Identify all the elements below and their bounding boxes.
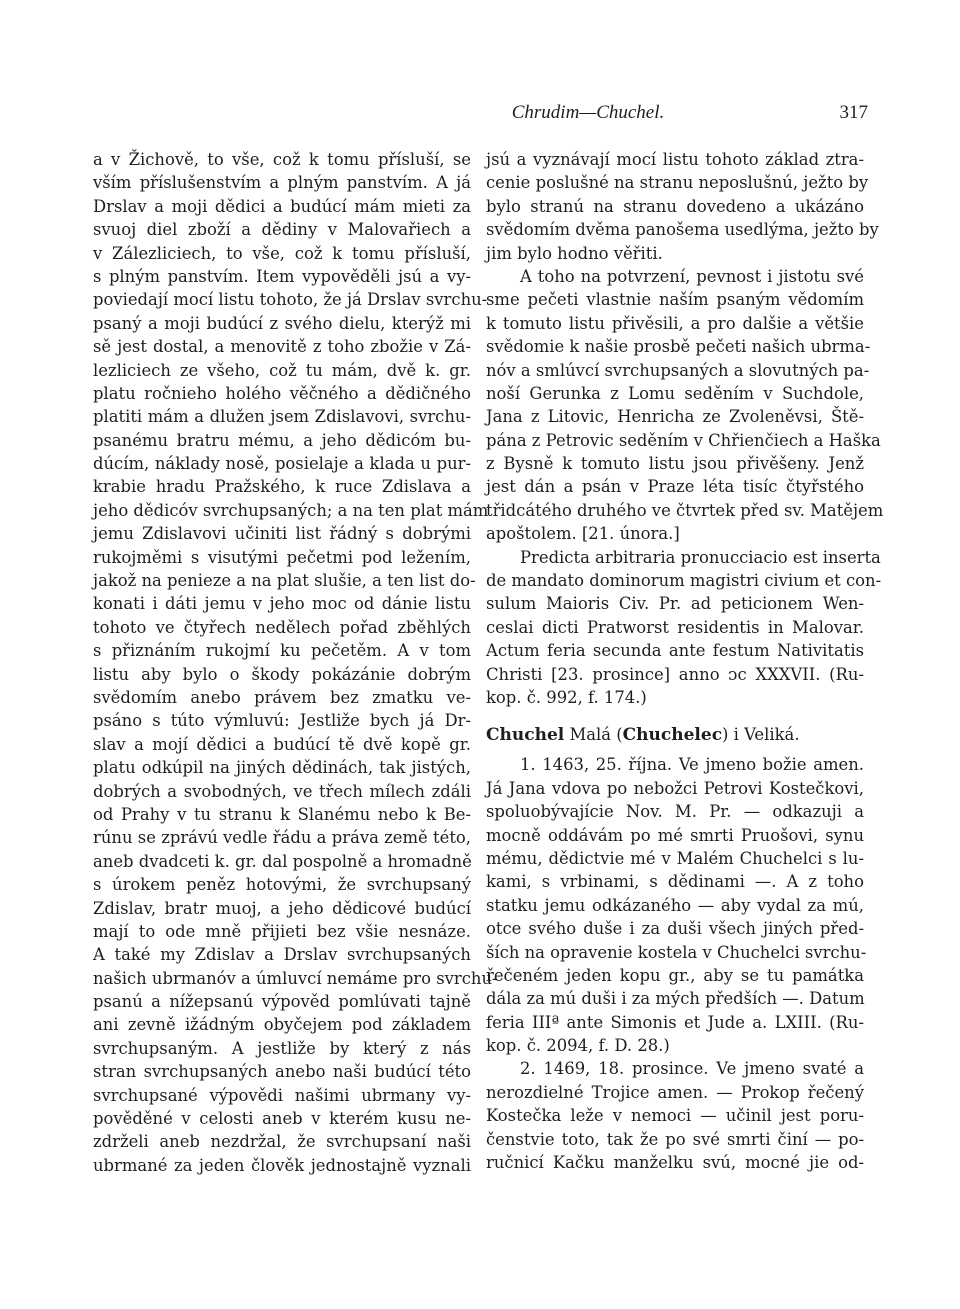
text-line: sme pečeti vlastnie naším psaným vědomím bbox=[486, 290, 864, 310]
text-line: mají to ode mně přijieti bez všie nesnáze. bbox=[93, 921, 471, 941]
text-line: listu aby bylo o škody pokázánie dobrým bbox=[93, 664, 471, 684]
text-line: z Bysně k tomuto listu jsou přivěšeny. Jenž bbox=[486, 454, 864, 474]
text-line: apoštolem. [21. února.] bbox=[486, 524, 680, 544]
text-line: a v Žichově, to vše, což k tomu přísluší, se bbox=[93, 150, 471, 169]
entry-heading-text: Malá ( bbox=[564, 725, 623, 745]
text-line: aneb dvadceti k. gr. dal pospolně a hromadně bbox=[93, 851, 472, 871]
text-line: jsú a vyznávají mocí listu tohoto základ ztra- bbox=[486, 150, 864, 169]
text-line: s přiznáním rukojmí ku pečetěm. A v tom bbox=[93, 641, 471, 661]
text-line: tohoto ve čtyřech nedělech pořad zběhlých bbox=[93, 617, 471, 637]
text-line: ručnicí Kačku manželku svú, mocné jie od- bbox=[486, 1153, 864, 1173]
text-line: statku jemu odkázaného — aby vydal za mú, bbox=[486, 895, 864, 915]
text-line: spoluobývajície Nov. M. Pr. — odkazuji a bbox=[486, 802, 864, 822]
entry-heading-variant: Chuchelec bbox=[622, 725, 723, 746]
text-line: ani zevně ižádným obyčejem pod základem bbox=[93, 1015, 471, 1035]
text-line: slav a mojí dědici a budúcí tě dvě kopě gr. bbox=[93, 734, 471, 754]
text-line: bylo stranú na stranu dovedeno a ukázáno bbox=[486, 196, 864, 216]
text-line: cenie poslušné na stranu neposlušnú, ježto by bbox=[486, 173, 869, 193]
text-line: Drslav a moji dědici a budúcí mám mieti za bbox=[93, 196, 471, 216]
right-column bbox=[486, 148, 884, 1174]
text-line: kop. č. 2094, f. D. 28.) bbox=[486, 1036, 670, 1056]
paragraph-continuation bbox=[486, 148, 879, 265]
text-line: ších na opravenie kostela v Chuchelci svrchu- bbox=[486, 942, 867, 962]
text-line: Christi [23. prosince] anno ᴐc XXXVII. (Ru- bbox=[486, 664, 864, 684]
text-line: rúnu se zprávú vedle řádu a práva země této, bbox=[93, 828, 471, 848]
text-line: k tomuto listu přivěsili, a pro dalšie a většie bbox=[486, 313, 864, 333]
text-line: lezliciech ze všeho, což tu mám, dvě k. gr. bbox=[93, 360, 471, 380]
text-line: pověděné v celosti aneb v kterém kusu ne- bbox=[93, 1109, 471, 1129]
text-line: mocně oddávám po mé smrti Pruošovi, synu bbox=[486, 825, 864, 845]
text-line: jemu Zdislavovi učiniti list řádný s dobrými bbox=[93, 524, 471, 544]
text-line: A toho na potvrzení, pevnost i jistotu své bbox=[520, 266, 864, 286]
text-line: svrchupsané výpovědi našimi ubrmany vy- bbox=[93, 1085, 471, 1105]
text-line: čenstvie toto, tak že po své smrti činí — po- bbox=[486, 1129, 864, 1149]
text-line: našich ubrmanóv a úmluvcí nemáme pro svrchu- bbox=[93, 968, 498, 988]
paragraph-latin-note bbox=[486, 546, 882, 710]
text-line: rukojměmi s visutými pečetmi pod ležením, bbox=[93, 547, 471, 567]
text-line: platiti mám a dlužen jsem Zdislavovi, svrchu- bbox=[93, 407, 471, 427]
text-line: svědomím dvěma panošema usedlýma, ježto by bbox=[486, 220, 879, 240]
page-number: 317 bbox=[839, 102, 868, 123]
text-line: pána z Petrovic seděním v Chřienčiech a Haška bbox=[486, 430, 881, 450]
text-line: ubrmané za jeden člověk jednostajně vyznali bbox=[93, 1155, 471, 1175]
text-line: svuoj diel zboží a dědiny v Malovařiech a bbox=[93, 220, 471, 240]
text-line: s úrokem peněz hotovými, že svrchupsaný bbox=[93, 875, 471, 895]
text-line: poviedají mocí listu tohoto, že já Drslav svrchu- bbox=[93, 290, 488, 310]
text-line: jeho dědicóv svrchupsaných; a na ten plat mám bbox=[93, 500, 489, 520]
running-head: Chrudim—Chuchel. bbox=[511, 102, 665, 123]
text-line: jest dán a psán v Praze léta tisíc čtyřstého bbox=[486, 477, 864, 497]
text-line: sě jest dostal, a menovitě z toho zbožie v Zá- bbox=[93, 337, 471, 357]
text-line: Jana z Litovic, Henricha ze Zvoleněvsi, Ště- bbox=[486, 407, 864, 427]
text-line: kop. č. 992, f. 174.) bbox=[486, 687, 647, 707]
paragraph-entry-1 bbox=[486, 753, 867, 1057]
text-line: konati i dáti jemu v jeho moc od dánie listu bbox=[93, 594, 471, 614]
text-line: Predicta arbitraria pronucciacio est inserta bbox=[520, 547, 881, 567]
text-line: stran svrchupsaných anebo naši budúcí této bbox=[93, 1062, 471, 1082]
page-header bbox=[93, 102, 868, 126]
text-line: jakož na penieze a na plat slušie, a ten list do- bbox=[93, 571, 476, 591]
text-line: platu ročnieho holého věčného a dědičného bbox=[93, 383, 471, 403]
text-line: svědomie k našie prosbě pečeti našich ubrma- bbox=[486, 337, 871, 357]
text-line: dála za mú duši i za mých předších —. Datum bbox=[486, 989, 865, 1009]
entry-heading-text-end: ) i Veliká. bbox=[722, 725, 800, 745]
text-line: A také my Zdislav a Drslav svrchupsaných bbox=[93, 945, 471, 965]
text-line: zdrželi aneb nezdržal, že svrchupsaní naši bbox=[93, 1132, 471, 1152]
text-line: řečeném jeden kopu gr., aby se tu památka bbox=[486, 965, 864, 985]
text-line: platu odkúpil na jiných dědinách, tak jistých, bbox=[93, 758, 471, 778]
text-line: kami, s vrbinami, s dědinami —. A z toho bbox=[486, 872, 864, 892]
text-line: otce svého duše i za duši všech jiných před- bbox=[486, 919, 864, 939]
text-line: v Zálezliciech, to vše, což k tomu přísluší, bbox=[93, 243, 471, 263]
text-line: svědomím anebo právem bez zmatku ve- bbox=[93, 687, 471, 707]
text-line: krabie hradu Pražského, k ruce Zdislava a bbox=[93, 477, 471, 497]
text-line: ceslai dicti Pratworst residentis in Malovar. bbox=[486, 617, 864, 637]
paragraph-seal bbox=[486, 265, 884, 546]
text-line: dúcím, náklady nosě, posielaje a klada u pur- bbox=[93, 454, 471, 474]
text-line: sulum Maioris Civ. Pr. ad peticionem Wen- bbox=[486, 594, 864, 614]
text-line: mému, dědictvie mé v Malém Chuchelci s lu- bbox=[486, 848, 864, 868]
text-line: noší Gerunka z Lomu seděním v Suchdole, bbox=[486, 383, 864, 403]
text-line: s plným panstvím. Item vypověděli jsú a vy- bbox=[93, 266, 471, 286]
text-line: de mandato dominorum magistri civium et con- bbox=[486, 571, 882, 591]
entry-heading bbox=[486, 723, 864, 747]
text-line: nerozdielné Trojice amen. — Prokop řečený bbox=[486, 1082, 864, 1102]
text-line: nóv a smlúvcí svrchupsaných a slovutných pa- bbox=[486, 360, 870, 380]
text-line: Zdislav, bratr muoj, a jeho dědicové budúcí bbox=[93, 898, 471, 918]
text-line: psaný a moji budúcí z svého dielu, kterýž mi bbox=[93, 313, 471, 333]
text-line: jim bylo hodno věřiti. bbox=[486, 243, 663, 263]
text-line: Actum feria secunda ante festum Nativitatis bbox=[486, 641, 864, 661]
text-line: feria IIIª ante Simonis et Jude a. LXIII. (Ru- bbox=[486, 1012, 864, 1032]
text-line: 1. 1463, 25. října. Ve jmeno božie amen. bbox=[520, 755, 864, 775]
text-line: dobrých a svobodných, ve třech mílech zdáli bbox=[93, 781, 471, 801]
text-line: Kostečka leže v nemoci — učinil jest poru- bbox=[486, 1106, 864, 1126]
text-line: 2. 1469, 18. prosince. Ve jmeno svaté a bbox=[520, 1059, 864, 1079]
left-column bbox=[93, 148, 498, 1177]
text-line: od Prahy v tu stranu k Slanému nebo k Be- bbox=[93, 804, 471, 824]
text-line: psanému bratru mému, a jeho dědicóm bu- bbox=[93, 430, 471, 450]
text-line: svrchupsaným. A jestližе by který z nás bbox=[93, 1038, 471, 1058]
text-line: psáno s túto výmluvú: Jestliže bych já Dr- bbox=[93, 711, 471, 731]
text-line: psanú a nížepsanú výpověd pomlúvati tajně bbox=[93, 992, 471, 1012]
entry-heading-name: Chuchel bbox=[486, 725, 565, 746]
paragraph-entry-2 bbox=[486, 1057, 864, 1174]
text-line: Já Jana vdova po nebožci Petrovi Kostečkovi, bbox=[486, 778, 864, 798]
text-line: třidcátého druhého ve čtvrtek před sv. Matějem bbox=[486, 500, 884, 520]
text-line: vším příslušenstvím a plným panstvím. A já bbox=[93, 173, 471, 193]
